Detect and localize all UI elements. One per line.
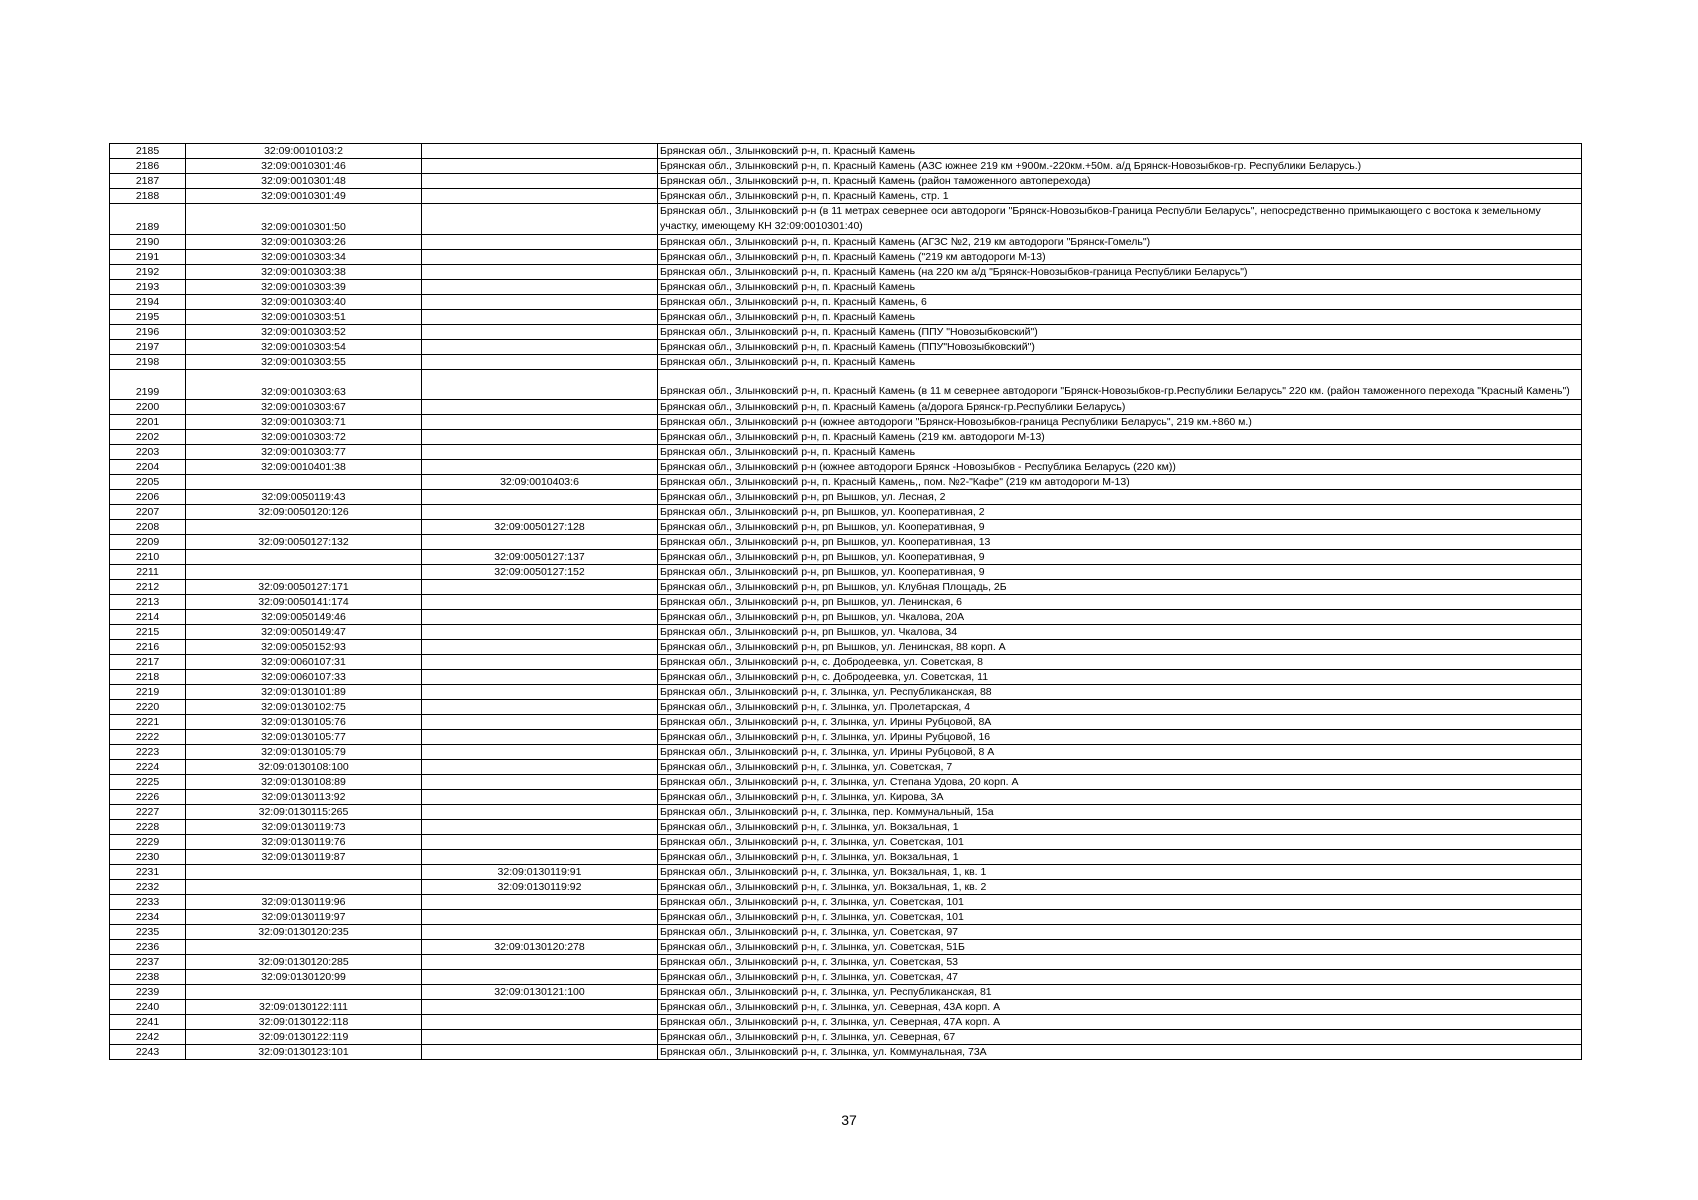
row-number-cell: 2197 [110,340,186,355]
table-row [110,595,1582,610]
address-cell: Брянская обл., Злынковский р-н, г. Злынка, ул. Ирины Рубцовой, 16 [658,730,1582,745]
row-number-cell: 2220 [110,700,186,715]
premises-cadastral-number-cell: 32:09:0050127:137 [422,550,658,565]
address-cell: Брянская обл., Злынковский р-н, г. Злынка, ул. Северная, 67 [658,1030,1582,1045]
premises-cadastral-number-cell: 32:09:0130119:92 [422,880,658,895]
table-row [110,970,1582,985]
address-cell: Брянская обл., Злынковский р-н, п. Красный Камень [658,280,1582,295]
row-number-cell: 2191 [110,250,186,265]
premises-cadastral-number-cell [422,730,658,745]
address-cell: Брянская обл., Злынковский р-н, п. Красный Камень [658,355,1582,370]
premises-cadastral-number-cell [422,325,658,340]
cadastral-number-cell: 32:09:0010401:38 [186,460,422,475]
table-row [110,445,1582,460]
premises-cadastral-number-cell [422,910,658,925]
row-number-cell: 2226 [110,790,186,805]
cadastral-number-cell [186,940,422,955]
cadastral-number-cell [186,880,422,895]
row-number-cell: 2241 [110,1015,186,1030]
address-cell: Брянская обл., Злынковский р-н, г. Злынка, ул. Советская, 101 [658,835,1582,850]
row-number-cell: 2190 [110,235,186,250]
table-row [110,265,1582,280]
table-row [110,625,1582,640]
premises-cadastral-number-cell [422,790,658,805]
table-row [110,204,1582,235]
row-number-cell: 2198 [110,355,186,370]
address-cell: Брянская обл., Злынковский р-н, г. Злынка, ул. Ирины Рубцовой, 8А [658,715,1582,730]
premises-cadastral-number-cell [422,490,658,505]
table-row [110,430,1582,445]
cadastral-number-cell: 32:09:0130105:76 [186,715,422,730]
table-row [110,730,1582,745]
cadastral-number-cell: 32:09:0050149:46 [186,610,422,625]
row-number-cell: 2214 [110,610,186,625]
premises-cadastral-number-cell [422,685,658,700]
row-number-cell: 2239 [110,985,186,1000]
row-number-cell: 2240 [110,1000,186,1015]
cadastral-number-cell: 32:09:0130122:111 [186,1000,422,1015]
cadastral-number-cell: 32:09:0010303:55 [186,355,422,370]
address-cell: Брянская обл., Злынковский р-н, г. Злынка, ул. Республиканская, 88 [658,685,1582,700]
table-row [110,475,1582,490]
row-number-cell: 2237 [110,955,186,970]
table-row [110,685,1582,700]
cadastral-number-cell: 32:09:0130119:76 [186,835,422,850]
premises-cadastral-number-cell: 32:09:0130121:100 [422,985,658,1000]
row-number-cell: 2211 [110,565,186,580]
premises-cadastral-number-cell [422,640,658,655]
table-row [110,865,1582,880]
premises-cadastral-number-cell [422,1015,658,1030]
row-number-cell: 2222 [110,730,186,745]
address-cell: Брянская обл., Злынковский р-н, с. Добродеевка, ул. Советская, 11 [658,670,1582,685]
cadastral-number-cell: 32:09:0050141:174 [186,595,422,610]
premises-cadastral-number-cell [422,850,658,865]
address-cell: Брянская обл., Злынковский р-н, рп Вышков, ул. Чкалова, 20А [658,610,1582,625]
cadastral-number-cell: 32:09:0060107:31 [186,655,422,670]
row-number-cell: 2238 [110,970,186,985]
row-number-cell: 2194 [110,295,186,310]
cadastral-number-cell: 32:09:0010303:38 [186,265,422,280]
address-cell: Брянская обл., Злынковский р-н, г. Злынка, ул. Советская, 101 [658,895,1582,910]
row-number-cell: 2231 [110,865,186,880]
premises-cadastral-number-cell: 32:09:0050127:128 [422,520,658,535]
address-cell: Брянская обл., Злынковский р-н, рп Вышков, ул. Чкалова, 34 [658,625,1582,640]
cadastral-table-body [110,144,1582,1060]
row-number-cell: 2224 [110,760,186,775]
premises-cadastral-number-cell [422,805,658,820]
row-number-cell: 2217 [110,655,186,670]
row-number-cell: 2201 [110,415,186,430]
premises-cadastral-number-cell [422,1000,658,1015]
table-row [110,174,1582,189]
table-row [110,325,1582,340]
table-row [110,790,1582,805]
row-number-cell: 2195 [110,310,186,325]
premises-cadastral-number-cell [422,415,658,430]
premises-cadastral-number-cell [422,820,658,835]
row-number-cell: 2188 [110,189,186,204]
table-row [110,520,1582,535]
table-row [110,910,1582,925]
table-row [110,550,1582,565]
premises-cadastral-number-cell [422,1045,658,1060]
premises-cadastral-number-cell [422,460,658,475]
table-row [110,505,1582,520]
table-row [110,565,1582,580]
premises-cadastral-number-cell [422,174,658,189]
premises-cadastral-number-cell [422,580,658,595]
table-row [110,460,1582,475]
row-number-cell: 2233 [110,895,186,910]
premises-cadastral-number-cell [422,625,658,640]
row-number-cell: 2210 [110,550,186,565]
cadastral-number-cell: 32:09:0010103:2 [186,144,422,159]
address-cell: Брянская обл., Злынковский р-н, г. Злынка, пер. Коммунальный, 15а [658,805,1582,820]
row-number-cell: 2209 [110,535,186,550]
premises-cadastral-number-cell [422,1030,658,1045]
row-number-cell: 2223 [110,745,186,760]
row-number-cell: 2196 [110,325,186,340]
cadastral-number-cell: 32:09:0130113:92 [186,790,422,805]
row-number-cell: 2229 [110,835,186,850]
cadastral-number-cell: 32:09:0130119:73 [186,820,422,835]
address-cell: Брянская обл., Злынковский р-н, г. Злынка, ул. Ирины Рубцовой, 8 А [658,745,1582,760]
cadastral-number-cell: 32:09:0050120:126 [186,505,422,520]
row-number-cell: 2213 [110,595,186,610]
address-cell: Брянская обл., Злынковский р-н, рп Вышков, ул. Кооперативная, 9 [658,550,1582,565]
premises-cadastral-number-cell [422,925,658,940]
table-row [110,159,1582,174]
cadastral-number-cell: 32:09:0130122:119 [186,1030,422,1045]
table-row [110,235,1582,250]
cadastral-number-cell: 32:09:0010303:34 [186,250,422,265]
address-cell: Брянская обл., Злынковский р-н, г. Злынка, ул. Степана Удова, 20 корп. А [658,775,1582,790]
table-row [110,1015,1582,1030]
address-cell: Брянская обл., Злынковский р-н, г. Злынка, ул. Советская, 97 [658,925,1582,940]
premises-cadastral-number-cell [422,745,658,760]
cadastral-number-cell: 32:09:0060107:33 [186,670,422,685]
cadastral-number-cell: 32:09:0010303:54 [186,340,422,355]
row-number-cell: 2215 [110,625,186,640]
table-row [110,340,1582,355]
address-cell: Брянская обл., Злынковский р-н, п. Красный Камень (ППУ "Новозыбковский") [658,325,1582,340]
row-number-cell: 2216 [110,640,186,655]
table-row [110,760,1582,775]
row-number-cell: 2205 [110,475,186,490]
table-row [110,415,1582,430]
row-number-cell: 2230 [110,850,186,865]
premises-cadastral-number-cell [422,355,658,370]
table-row [110,715,1582,730]
address-cell: Брянская обл., Злынковский р-н, п. Красный Камень (АЗС южнее 219 км +900м.-220км.+50м. а/д Брянск-Новозыбков-гр. Республики Беларусь.) [658,159,1582,174]
table-row [110,745,1582,760]
row-number-cell: 2193 [110,280,186,295]
address-cell: Брянская обл., Злынковский р-н, г. Злынка, ул. Советская, 101 [658,910,1582,925]
address-cell: Брянская обл., Злынковский р-н, рп Вышков, ул. Кооперативная, 9 [658,520,1582,535]
cadastral-number-cell [186,550,422,565]
table-row [110,850,1582,865]
cadastral-number-cell: 32:09:0130122:118 [186,1015,422,1030]
address-cell: Брянская обл., Злынковский р-н, г. Злынка, ул. Вокзальная, 1, кв. 2 [658,880,1582,895]
cadastral-number-cell: 32:09:0130102:75 [186,700,422,715]
row-number-cell: 2189 [110,204,186,235]
cadastral-number-cell: 32:09:0130105:77 [186,730,422,745]
address-cell: Брянская обл., Злынковский р-н (южнее автодороги Брянск -Новозыбков - Республика Беларусь (220 км)) [658,460,1582,475]
address-cell: Брянская обл., Злынковский р-н, п. Красный Камень (АГЗС №2, 219 км автодороги "Брянск-Гомель") [658,235,1582,250]
row-number-cell: 2212 [110,580,186,595]
premises-cadastral-number-cell [422,535,658,550]
row-number-cell: 2202 [110,430,186,445]
address-cell: Брянская обл., Злынковский р-н, г. Злынка, ул. Республиканская, 81 [658,985,1582,1000]
premises-cadastral-number-cell [422,430,658,445]
page-number: 37 [841,1112,857,1128]
table-row [110,835,1582,850]
table-row [110,1000,1582,1015]
cadastral-number-cell: 32:09:0130120:285 [186,955,422,970]
cadastral-number-cell: 32:09:0010303:26 [186,235,422,250]
table-row [110,955,1582,970]
cadastral-number-cell: 32:09:0130120:235 [186,925,422,940]
cadastral-number-cell [186,475,422,490]
premises-cadastral-number-cell [422,955,658,970]
address-cell: Брянская обл., Злынковский р-н (южнее автодороги "Брянск-Новозыбков-граница Республики Беларусь", 219 км.+860 м.) [658,415,1582,430]
premises-cadastral-number-cell [422,159,658,174]
premises-cadastral-number-cell [422,610,658,625]
cadastral-number-cell: 32:09:0130108:89 [186,775,422,790]
cadastral-number-cell: 32:09:0130101:89 [186,685,422,700]
table-row [110,940,1582,955]
table-row [110,805,1582,820]
address-cell: Брянская обл., Злынковский р-н, п. Красный Камень (а/дорога Брянск-гр.Республики Беларусь) [658,400,1582,415]
table-row [110,370,1582,400]
row-number-cell: 2242 [110,1030,186,1045]
row-number-cell: 2235 [110,925,186,940]
premises-cadastral-number-cell [422,280,658,295]
premises-cadastral-number-cell [422,235,658,250]
address-cell: Брянская обл., Злынковский р-н, п. Красный Камень,, пом. №2-"Кафе" (219 км автодороги М-13) [658,475,1582,490]
cadastral-number-cell: 32:09:0010303:40 [186,295,422,310]
premises-cadastral-number-cell [422,370,658,400]
table-row [110,310,1582,325]
cadastral-number-cell [186,865,422,880]
table-row [110,880,1582,895]
table-row [110,580,1582,595]
cadastral-number-cell: 32:09:0050149:47 [186,625,422,640]
row-number-cell: 2236 [110,940,186,955]
cadastral-number-cell [186,520,422,535]
premises-cadastral-number-cell [422,505,658,520]
premises-cadastral-number-cell: 32:09:0130120:278 [422,940,658,955]
premises-cadastral-number-cell [422,670,658,685]
premises-cadastral-number-cell: 32:09:0010403:6 [422,475,658,490]
row-number-cell: 2203 [110,445,186,460]
table-row [110,490,1582,505]
address-cell: Брянская обл., Злынковский р-н, рп Вышков, ул. Ленинская, 88 корп. А [658,640,1582,655]
premises-cadastral-number-cell [422,775,658,790]
row-number-cell: 2232 [110,880,186,895]
row-number-cell: 2225 [110,775,186,790]
table-row [110,400,1582,415]
table-row [110,925,1582,940]
cadastral-number-cell: 32:09:0010303:72 [186,430,422,445]
cadastral-number-cell: 32:09:0010303:52 [186,325,422,340]
row-number-cell: 2228 [110,820,186,835]
table-row [110,700,1582,715]
cadastral-number-cell: 32:09:0010303:51 [186,310,422,325]
row-number-cell: 2243 [110,1045,186,1060]
premises-cadastral-number-cell [422,700,658,715]
premises-cadastral-number-cell [422,204,658,235]
address-cell: Брянская обл., Злынковский р-н, рп Вышков, ул. Кооперативная, 2 [658,505,1582,520]
address-cell: Брянская обл., Злынковский р-н, п. Красный Камень (219 км. автодороги М-13) [658,430,1582,445]
table-row [110,250,1582,265]
row-number-cell: 2199 [110,370,186,400]
address-cell: Брянская обл., Злынковский р-н, п. Красный Камень [658,445,1582,460]
premises-cadastral-number-cell [422,445,658,460]
cadastral-number-cell: 32:09:0010301:48 [186,174,422,189]
cadastral-number-cell: 32:09:0050127:132 [186,535,422,550]
table-row [110,655,1582,670]
cadastral-number-cell: 32:09:0010303:71 [186,415,422,430]
address-cell: Брянская обл., Злынковский р-н, п. Красный Камень (в 11 м севернее автодороги "Брянск-Новозыбков-гр.Республики Беларусь" 220 км. (район таможенного перехода "Красный Камень") [658,370,1582,400]
premises-cadastral-number-cell [422,144,658,159]
table-row [110,1045,1582,1060]
cadastral-number-cell: 32:09:0050127:171 [186,580,422,595]
row-number-cell: 2207 [110,505,186,520]
address-cell: Брянская обл., Злынковский р-н, рп Вышков, ул. Ленинская, 6 [658,595,1582,610]
row-number-cell: 2185 [110,144,186,159]
premises-cadastral-number-cell [422,295,658,310]
cadastral-number-cell: 32:09:0130119:97 [186,910,422,925]
address-cell: Брянская обл., Злынковский р-н, г. Злынка, ул. Пролетарская, 4 [658,700,1582,715]
address-cell: Брянская обл., Злынковский р-н, г. Злынка, ул. Вокзальная, 1, кв. 1 [658,865,1582,880]
table-row [110,985,1582,1000]
premises-cadastral-number-cell [422,715,658,730]
row-number-cell: 2218 [110,670,186,685]
premises-cadastral-number-cell [422,265,658,280]
table-row [110,610,1582,625]
premises-cadastral-number-cell [422,970,658,985]
cadastral-number-cell: 32:09:0050152:93 [186,640,422,655]
address-cell: Брянская обл., Злынковский р-н, п. Красный Камень [658,144,1582,159]
address-cell: Брянская обл., Злынковский р-н, г. Злынка, ул. Советская, 7 [658,760,1582,775]
address-cell: Брянская обл., Злынковский р-н, п. Красный Камень (на 220 км а/д "Брянск-Новозыбков-граница Республики Беларусь") [658,265,1582,280]
cadastral-number-cell: 32:09:0130119:96 [186,895,422,910]
address-cell: Брянская обл., Злынковский р-н, г. Злынка, ул. Северная, 43А корп. А [658,1000,1582,1015]
address-cell: Брянская обл., Злынковский р-н, г. Злынка, ул. Советская, 53 [658,955,1582,970]
premises-cadastral-number-cell [422,340,658,355]
address-cell: Брянская обл., Злынковский р-н, г. Злынка, ул. Кирова, 3А [658,790,1582,805]
premises-cadastral-number-cell [422,400,658,415]
row-number-cell: 2187 [110,174,186,189]
cadastral-number-cell: 32:09:0130120:99 [186,970,422,985]
table-row [110,280,1582,295]
address-cell: Брянская обл., Злынковский р-н, рп Вышков, ул. Лесная, 2 [658,490,1582,505]
row-number-cell: 2186 [110,159,186,174]
address-cell: Брянская обл., Злынковский р-н, г. Злынка, ул. Вокзальная, 1 [658,820,1582,835]
premises-cadastral-number-cell [422,835,658,850]
row-number-cell: 2221 [110,715,186,730]
address-cell: Брянская обл., Злынковский р-н, рп Вышков, ул. Кооперативная, 9 [658,565,1582,580]
row-number-cell: 2234 [110,910,186,925]
cadastral-number-cell: 32:09:0010303:39 [186,280,422,295]
cadastral-number-cell: 32:09:0130115:265 [186,805,422,820]
address-cell: Брянская обл., Злынковский р-н, п. Красный Камень, 6 [658,295,1582,310]
cadastral-number-cell: 32:09:0010303:77 [186,445,422,460]
cadastral-number-cell: 32:09:0050119:43 [186,490,422,505]
table-row [110,895,1582,910]
row-number-cell: 2219 [110,685,186,700]
cadastral-number-cell: 32:09:0130108:100 [186,760,422,775]
address-cell: Брянская обл., Злынковский р-н, с. Добродеевка, ул. Советская, 8 [658,655,1582,670]
table-row [110,775,1582,790]
address-cell: Брянская обл., Злынковский р-н, п. Красный Камень ("219 км автодороги М-13) [658,250,1582,265]
table-row [110,1030,1582,1045]
cadastral-number-cell [186,565,422,580]
row-number-cell: 2204 [110,460,186,475]
premises-cadastral-number-cell [422,895,658,910]
row-number-cell: 2227 [110,805,186,820]
address-cell: Брянская обл., Злынковский р-н, п. Красный Камень (район таможенного автоперехода) [658,174,1582,189]
table-row [110,295,1582,310]
table-row [110,144,1582,159]
address-cell: Брянская обл., Злынковский р-н, п. Красный Камень, стр. 1 [658,189,1582,204]
premises-cadastral-number-cell [422,310,658,325]
row-number-cell: 2200 [110,400,186,415]
address-cell: Брянская обл., Злынковский р-н, г. Злынка, ул. Советская, 47 [658,970,1582,985]
address-cell: Брянская обл., Злынковский р-н, г. Злынка, ул. Коммунальная, 73А [658,1045,1582,1060]
address-cell: Брянская обл., Злынковский р-н, г. Злынка, ул. Советская, 51Б [658,940,1582,955]
cadastral-number-cell: 32:09:0130105:79 [186,745,422,760]
cadastral-number-cell: 32:09:0010303:63 [186,370,422,400]
address-cell: Брянская обл., Злынковский р-н, п. Красный Камень (ППУ"Новозыбковский") [658,340,1582,355]
table-row [110,820,1582,835]
address-cell: Брянская обл., Злынковский р-н, г. Злынка, ул. Вокзальная, 1 [658,850,1582,865]
premises-cadastral-number-cell [422,189,658,204]
premises-cadastral-number-cell [422,760,658,775]
row-number-cell: 2206 [110,490,186,505]
premises-cadastral-number-cell [422,250,658,265]
cadastral-number-cell: 32:09:0010301:46 [186,159,422,174]
premises-cadastral-number-cell [422,655,658,670]
address-cell: Брянская обл., Злынковский р-н, рп Вышков, ул. Клубная Площадь, 2Б [658,580,1582,595]
address-cell: Брянская обл., Злынковский р-н, г. Злынка, ул. Северная, 47А корп. А [658,1015,1582,1030]
cadastral-number-cell [186,985,422,1000]
address-cell: Брянская обл., Злынковский р-н, п. Красный Камень [658,310,1582,325]
cadastral-number-cell: 32:09:0130123:101 [186,1045,422,1060]
table-row [110,670,1582,685]
row-number-cell: 2208 [110,520,186,535]
table-row [110,189,1582,204]
table-row [110,535,1582,550]
cadastral-number-cell: 32:09:0010303:67 [186,400,422,415]
cadastral-number-cell: 32:09:0010301:49 [186,189,422,204]
row-number-cell: 2192 [110,265,186,280]
table-row [110,640,1582,655]
premises-cadastral-number-cell: 32:09:0050127:152 [422,565,658,580]
table-row [110,355,1582,370]
cadastral-number-cell: 32:09:0010301:50 [186,204,422,235]
cadastral-number-cell: 32:09:0130119:87 [186,850,422,865]
premises-cadastral-number-cell [422,595,658,610]
address-cell: Брянская обл., Злынковский р-н (в 11 метрах севернее оси автодороги "Брянск-Новозыбков-Граница Республи Беларусь", непосредственно примыкающего с востока к земельному участку, имеющему КН 32:09:0010301:40) [658,204,1582,235]
premises-cadastral-number-cell: 32:09:0130119:91 [422,865,658,880]
cadastral-table [109,143,1582,1060]
address-cell: Брянская обл., Злынковский р-н, рп Вышков, ул. Кооперативная, 13 [658,535,1582,550]
